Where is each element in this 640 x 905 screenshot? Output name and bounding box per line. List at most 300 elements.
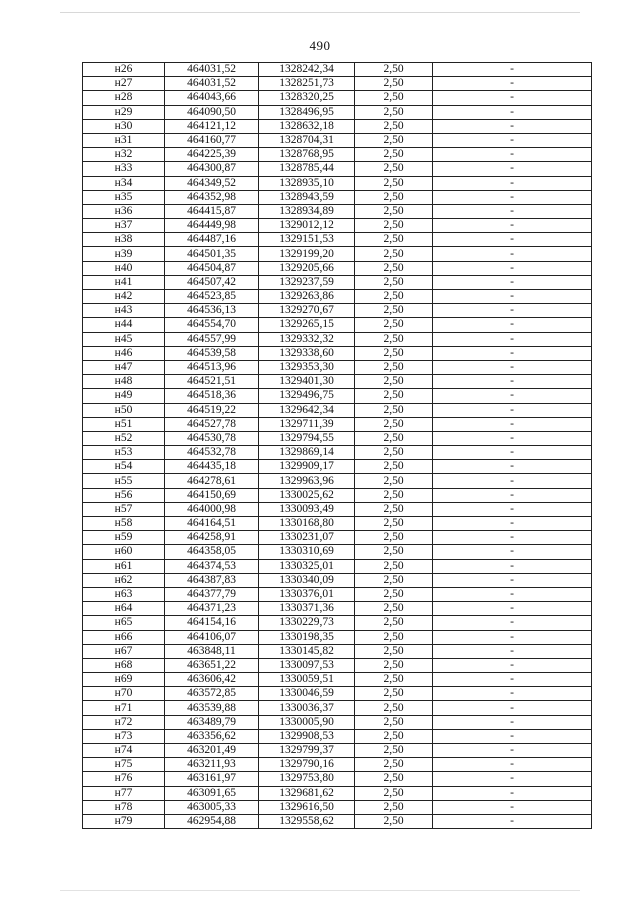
y-coordinate-cell: 1329642,34 [259,403,355,417]
accuracy-cell: 2,50 [355,658,433,672]
x-coordinate-cell: 463651,22 [165,658,259,672]
y-coordinate-cell: 1329265,15 [259,318,355,332]
y-coordinate-cell: 1329790,16 [259,758,355,772]
point-id-cell: н52 [83,431,165,445]
accuracy-cell: 2,50 [355,261,433,275]
x-coordinate-cell: 464377,79 [165,587,259,601]
accuracy-cell: 2,50 [355,346,433,360]
accuracy-cell: 2,50 [355,573,433,587]
description-cell: - [433,687,592,701]
table-row [83,758,592,772]
point-id-cell: н77 [83,786,165,800]
accuracy-cell: 2,50 [355,360,433,374]
x-coordinate-cell: 464415,87 [165,204,259,218]
point-id-cell: н39 [83,247,165,261]
table-row [83,446,592,460]
table-row [83,673,592,687]
point-id-cell: н57 [83,502,165,516]
y-coordinate-cell: 1330229,73 [259,616,355,630]
accuracy-cell: 2,50 [355,758,433,772]
y-coordinate-cell: 1329909,17 [259,460,355,474]
description-cell: - [433,814,592,828]
point-id-cell: н47 [83,360,165,374]
accuracy-cell: 2,50 [355,190,433,204]
accuracy-cell: 2,50 [355,814,433,828]
x-coordinate-cell: 464523,85 [165,290,259,304]
y-coordinate-cell: 1328943,59 [259,190,355,204]
accuracy-cell: 2,50 [355,290,433,304]
y-coordinate-cell: 1328785,44 [259,162,355,176]
accuracy-cell: 2,50 [355,602,433,616]
x-coordinate-cell: 464527,78 [165,417,259,431]
y-coordinate-cell: 1330340,09 [259,573,355,587]
x-coordinate-cell: 464225,39 [165,148,259,162]
table-row [83,375,592,389]
y-coordinate-cell: 1329963,96 [259,474,355,488]
description-cell: - [433,502,592,516]
coordinates-table [82,62,592,829]
table-row [83,219,592,233]
description-cell: - [433,105,592,119]
accuracy-cell: 2,50 [355,133,433,147]
table-row [83,261,592,275]
table-row [83,545,592,559]
description-cell: - [433,417,592,431]
y-coordinate-cell: 1330005,90 [259,715,355,729]
table-row [83,729,592,743]
description-cell: - [433,304,592,318]
y-coordinate-cell: 1330310,69 [259,545,355,559]
description-cell: - [433,800,592,814]
x-coordinate-cell: 464154,16 [165,616,259,630]
point-id-cell: н65 [83,616,165,630]
y-coordinate-cell: 1330059,51 [259,673,355,687]
x-coordinate-cell: 464539,58 [165,346,259,360]
x-coordinate-cell: 464536,13 [165,304,259,318]
description-cell: - [433,786,592,800]
description-cell: - [433,729,592,743]
accuracy-cell: 2,50 [355,389,433,403]
x-coordinate-cell: 463201,49 [165,744,259,758]
x-coordinate-cell: 464521,51 [165,375,259,389]
y-coordinate-cell: 1330145,82 [259,644,355,658]
y-coordinate-cell: 1330325,01 [259,559,355,573]
description-cell: - [433,644,592,658]
description-cell: - [433,247,592,261]
table-row [83,290,592,304]
accuracy-cell: 2,50 [355,715,433,729]
table-row [83,531,592,545]
y-coordinate-cell: 1329496,75 [259,389,355,403]
accuracy-cell: 2,50 [355,559,433,573]
y-coordinate-cell: 1329753,80 [259,772,355,786]
description-cell: - [433,772,592,786]
description-cell: - [433,375,592,389]
accuracy-cell: 2,50 [355,176,433,190]
accuracy-cell: 2,50 [355,673,433,687]
y-coordinate-cell: 1328768,95 [259,148,355,162]
point-id-cell: н32 [83,148,165,162]
accuracy-cell: 2,50 [355,616,433,630]
table-row [83,247,592,261]
point-id-cell: н62 [83,573,165,587]
accuracy-cell: 2,50 [355,148,433,162]
y-coordinate-cell: 1329869,14 [259,446,355,460]
table-row [83,403,592,417]
x-coordinate-cell: 464554,70 [165,318,259,332]
table-row [83,332,592,346]
point-id-cell: н28 [83,91,165,105]
accuracy-cell: 2,50 [355,488,433,502]
x-coordinate-cell: 464164,51 [165,517,259,531]
point-id-cell: н42 [83,290,165,304]
x-coordinate-cell: 464501,35 [165,247,259,261]
table-row [83,630,592,644]
y-coordinate-cell: 1328251,73 [259,77,355,91]
y-coordinate-cell: 1329799,37 [259,744,355,758]
description-cell: - [433,63,592,77]
description-cell: - [433,233,592,247]
point-id-cell: н71 [83,701,165,715]
point-id-cell: н73 [83,729,165,743]
table-row [83,148,592,162]
y-coordinate-cell: 1329794,55 [259,431,355,445]
description-cell: - [433,119,592,133]
accuracy-cell: 2,50 [355,800,433,814]
description-cell: - [433,488,592,502]
point-id-cell: н34 [83,176,165,190]
y-coordinate-cell: 1330097,53 [259,658,355,672]
description-cell: - [433,587,592,601]
description-cell: - [433,744,592,758]
x-coordinate-cell: 464519,22 [165,403,259,417]
x-coordinate-cell: 463091,65 [165,786,259,800]
accuracy-cell: 2,50 [355,91,433,105]
y-coordinate-cell: 1329332,32 [259,332,355,346]
point-id-cell: н63 [83,587,165,601]
y-coordinate-cell: 1329616,50 [259,800,355,814]
accuracy-cell: 2,50 [355,460,433,474]
accuracy-cell: 2,50 [355,531,433,545]
description-cell: - [433,673,592,687]
accuracy-cell: 2,50 [355,318,433,332]
point-id-cell: н74 [83,744,165,758]
accuracy-cell: 2,50 [355,162,433,176]
table-row [83,133,592,147]
point-id-cell: н58 [83,517,165,531]
point-id-cell: н69 [83,673,165,687]
description-cell: - [433,474,592,488]
y-coordinate-cell: 1329205,66 [259,261,355,275]
x-coordinate-cell: 464090,50 [165,105,259,119]
x-coordinate-cell: 462954,88 [165,814,259,828]
x-coordinate-cell: 464371,23 [165,602,259,616]
description-cell: - [433,219,592,233]
table-row [83,658,592,672]
table-row [83,63,592,77]
table-row [83,190,592,204]
point-id-cell: н26 [83,63,165,77]
x-coordinate-cell: 464530,78 [165,431,259,445]
table-row [83,587,592,601]
x-coordinate-cell: 463161,97 [165,772,259,786]
y-coordinate-cell: 1329908,53 [259,729,355,743]
scan-edge-top [60,12,580,13]
point-id-cell: н45 [83,332,165,346]
y-coordinate-cell: 1330036,37 [259,701,355,715]
point-id-cell: н75 [83,758,165,772]
description-cell: - [433,162,592,176]
point-id-cell: н67 [83,644,165,658]
table-row [83,616,592,630]
x-coordinate-cell: 464449,98 [165,219,259,233]
description-cell: - [433,715,592,729]
table-row [83,517,592,531]
table-row [83,417,592,431]
description-cell: - [433,346,592,360]
description-cell: - [433,758,592,772]
table-row [83,715,592,729]
point-id-cell: н41 [83,275,165,289]
table-row [83,304,592,318]
description-cell: - [433,360,592,374]
accuracy-cell: 2,50 [355,403,433,417]
table-row [83,275,592,289]
y-coordinate-cell: 1328320,25 [259,91,355,105]
y-coordinate-cell: 1329711,39 [259,417,355,431]
point-id-cell: н59 [83,531,165,545]
accuracy-cell: 2,50 [355,744,433,758]
x-coordinate-cell: 464352,98 [165,190,259,204]
description-cell: - [433,658,592,672]
point-id-cell: н37 [83,219,165,233]
y-coordinate-cell: 1330025,62 [259,488,355,502]
x-coordinate-cell: 464300,87 [165,162,259,176]
description-cell: - [433,318,592,332]
x-coordinate-cell: 464387,83 [165,573,259,587]
description-cell: - [433,616,592,630]
point-id-cell: н53 [83,446,165,460]
description-cell: - [433,77,592,91]
description-cell: - [433,573,592,587]
description-cell: - [433,176,592,190]
point-id-cell: н70 [83,687,165,701]
description-cell: - [433,275,592,289]
table-row [83,687,592,701]
accuracy-cell: 2,50 [355,644,433,658]
table-row [83,176,592,190]
x-coordinate-cell: 464150,69 [165,488,259,502]
x-coordinate-cell: 463848,11 [165,644,259,658]
accuracy-cell: 2,50 [355,517,433,531]
x-coordinate-cell: 464358,05 [165,545,259,559]
accuracy-cell: 2,50 [355,786,433,800]
table-row [83,772,592,786]
table-row [83,431,592,445]
y-coordinate-cell: 1330376,01 [259,587,355,601]
y-coordinate-cell: 1329263,86 [259,290,355,304]
table-row [83,460,592,474]
table-row [83,360,592,374]
accuracy-cell: 2,50 [355,219,433,233]
x-coordinate-cell: 463356,62 [165,729,259,743]
accuracy-cell: 2,50 [355,630,433,644]
description-cell: - [433,701,592,715]
point-id-cell: н33 [83,162,165,176]
accuracy-cell: 2,50 [355,63,433,77]
x-coordinate-cell: 464518,36 [165,389,259,403]
accuracy-cell: 2,50 [355,247,433,261]
point-id-cell: н50 [83,403,165,417]
point-id-cell: н54 [83,460,165,474]
accuracy-cell: 2,50 [355,701,433,715]
y-coordinate-cell: 1330046,59 [259,687,355,701]
y-coordinate-cell: 1329353,30 [259,360,355,374]
y-coordinate-cell: 1329151,53 [259,233,355,247]
y-coordinate-cell: 1330371,36 [259,602,355,616]
table-row [83,346,592,360]
point-id-cell: н51 [83,417,165,431]
point-id-cell: н60 [83,545,165,559]
point-id-cell: н35 [83,190,165,204]
point-id-cell: н76 [83,772,165,786]
table-row [83,814,592,828]
accuracy-cell: 2,50 [355,332,433,346]
accuracy-cell: 2,50 [355,375,433,389]
accuracy-cell: 2,50 [355,105,433,119]
table-row [83,318,592,332]
y-coordinate-cell: 1328496,95 [259,105,355,119]
table-row [83,233,592,247]
point-id-cell: н55 [83,474,165,488]
table-row [83,389,592,403]
description-cell: - [433,133,592,147]
table-row [83,119,592,133]
table-row [83,488,592,502]
point-id-cell: н43 [83,304,165,318]
table-row [83,573,592,587]
description-cell: - [433,332,592,346]
y-coordinate-cell: 1330168,80 [259,517,355,531]
accuracy-cell: 2,50 [355,119,433,133]
accuracy-cell: 2,50 [355,417,433,431]
x-coordinate-cell: 464043,66 [165,91,259,105]
y-coordinate-cell: 1329401,30 [259,375,355,389]
x-coordinate-cell: 464160,77 [165,133,259,147]
accuracy-cell: 2,50 [355,772,433,786]
description-cell: - [433,261,592,275]
point-id-cell: н46 [83,346,165,360]
point-id-cell: н38 [83,233,165,247]
description-cell: - [433,290,592,304]
x-coordinate-cell: 464031,52 [165,63,259,77]
point-id-cell: н44 [83,318,165,332]
table-row [83,502,592,516]
description-cell: - [433,389,592,403]
x-coordinate-cell: 464504,87 [165,261,259,275]
coordinates-table-body [83,63,592,829]
point-id-cell: н72 [83,715,165,729]
x-coordinate-cell: 464258,91 [165,531,259,545]
table-row [83,602,592,616]
y-coordinate-cell: 1329270,67 [259,304,355,318]
x-coordinate-cell: 464487,16 [165,233,259,247]
y-coordinate-cell: 1330231,07 [259,531,355,545]
x-coordinate-cell: 463606,42 [165,673,259,687]
accuracy-cell: 2,50 [355,687,433,701]
point-id-cell: н78 [83,800,165,814]
point-id-cell: н56 [83,488,165,502]
description-cell: - [433,602,592,616]
table-row [83,204,592,218]
description-cell: - [433,403,592,417]
point-id-cell: н30 [83,119,165,133]
y-coordinate-cell: 1328935,10 [259,176,355,190]
y-coordinate-cell: 1329237,59 [259,275,355,289]
point-id-cell: н40 [83,261,165,275]
x-coordinate-cell: 464106,07 [165,630,259,644]
point-id-cell: н66 [83,630,165,644]
y-coordinate-cell: 1329338,60 [259,346,355,360]
y-coordinate-cell: 1329558,62 [259,814,355,828]
description-cell: - [433,460,592,474]
description-cell: - [433,545,592,559]
table-row [83,77,592,91]
accuracy-cell: 2,50 [355,502,433,516]
accuracy-cell: 2,50 [355,204,433,218]
table-row [83,744,592,758]
x-coordinate-cell: 464557,99 [165,332,259,346]
description-cell: - [433,446,592,460]
y-coordinate-cell: 1328242,34 [259,63,355,77]
y-coordinate-cell: 1330198,35 [259,630,355,644]
description-cell: - [433,517,592,531]
description-cell: - [433,630,592,644]
y-coordinate-cell: 1330093,49 [259,502,355,516]
accuracy-cell: 2,50 [355,545,433,559]
y-coordinate-cell: 1329012,12 [259,219,355,233]
table-row [83,559,592,573]
table-row [83,701,592,715]
table-row [83,644,592,658]
description-cell: - [433,190,592,204]
point-id-cell: н48 [83,375,165,389]
description-cell: - [433,204,592,218]
y-coordinate-cell: 1328934,89 [259,204,355,218]
table-row [83,786,592,800]
scan-edge-bottom [60,890,580,891]
description-cell: - [433,148,592,162]
x-coordinate-cell: 464507,42 [165,275,259,289]
x-coordinate-cell: 464435,18 [165,460,259,474]
x-coordinate-cell: 463572,85 [165,687,259,701]
table-row [83,800,592,814]
accuracy-cell: 2,50 [355,304,433,318]
table-row [83,474,592,488]
x-coordinate-cell: 464513,96 [165,360,259,374]
table-row [83,91,592,105]
x-coordinate-cell: 463539,88 [165,701,259,715]
x-coordinate-cell: 464532,78 [165,446,259,460]
description-cell: - [433,531,592,545]
x-coordinate-cell: 464374,53 [165,559,259,573]
accuracy-cell: 2,50 [355,233,433,247]
x-coordinate-cell: 464000,98 [165,502,259,516]
point-id-cell: н61 [83,559,165,573]
y-coordinate-cell: 1329681,62 [259,786,355,800]
accuracy-cell: 2,50 [355,474,433,488]
x-coordinate-cell: 464278,61 [165,474,259,488]
